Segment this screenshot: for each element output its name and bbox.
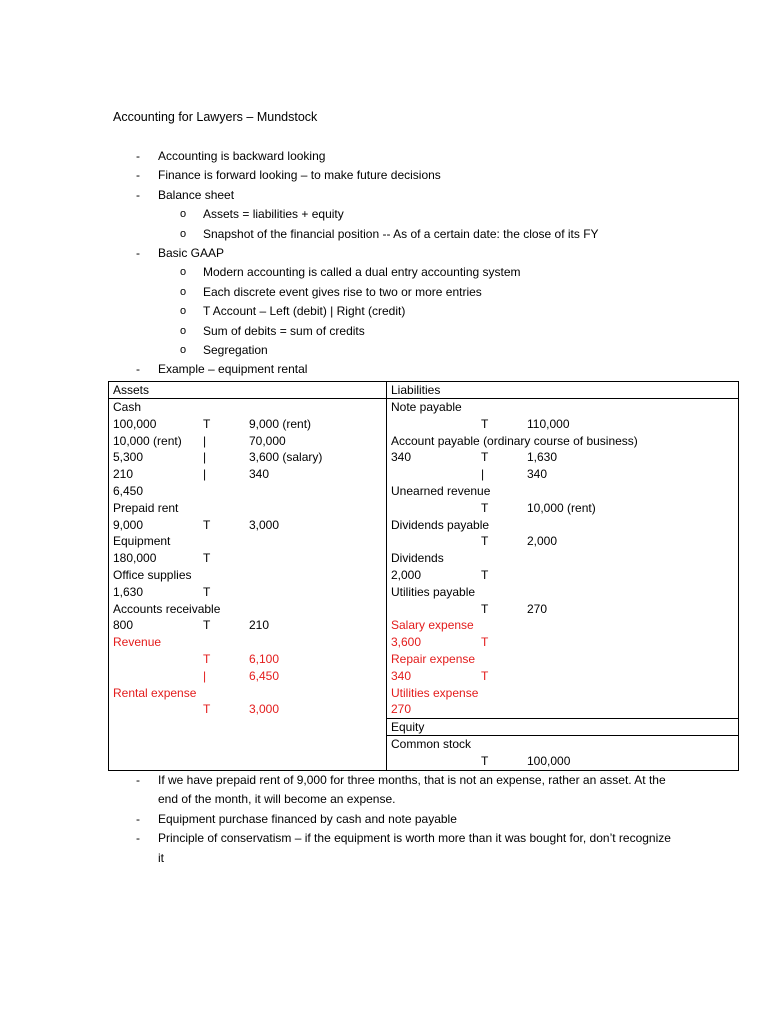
ledger-row: [391, 399, 734, 416]
equity-header: Equity: [387, 719, 739, 736]
ledger-row: [391, 533, 734, 550]
t-marker: T: [481, 601, 489, 616]
outline-subtext: Segregation: [203, 342, 268, 357]
outline-item: [113, 186, 673, 205]
outline-item: [113, 147, 673, 166]
entry-left: 100,000: [113, 416, 157, 431]
entry-left: 10,000 (rent): [113, 433, 182, 448]
entry-left: 340: [391, 668, 412, 683]
entry-right: 70,000: [249, 433, 286, 448]
ledger-row: [391, 651, 734, 668]
outline-subitem: [113, 322, 673, 341]
dash-bullet: -: [136, 773, 140, 787]
outline-subtext: Sum of debits = sum of credits: [203, 323, 365, 338]
outline-text: Finance is forward looking – to make future decisions: [158, 168, 441, 183]
ledger-row: [391, 584, 734, 601]
outline-subtext: Each discrete event gives rise to two or more entries: [203, 284, 482, 299]
outline-item: [113, 244, 673, 263]
entry-left: Revenue: [113, 635, 162, 650]
entry-left: Unearned revenue: [391, 483, 491, 498]
note-text: Equipment purchase financed by cash and note payable: [158, 811, 457, 826]
dash-bullet: -: [136, 811, 140, 826]
outline-text: Balance sheet: [158, 187, 235, 202]
notes-list: [113, 771, 673, 868]
entry-left: 180,000: [113, 551, 157, 566]
entry-left: Repair expense: [391, 651, 476, 666]
ledger-row: [391, 449, 734, 466]
ledger-row: [113, 651, 382, 668]
ledger-row: [391, 685, 734, 702]
ledger-row: [391, 567, 734, 584]
dash-bullet: -: [136, 245, 140, 260]
entry-left: Utilities payable: [391, 584, 476, 599]
t-marker: T: [203, 651, 211, 666]
entry-left: Note payable: [391, 400, 462, 414]
circle-bullet: o: [180, 343, 187, 356]
dash-bullet: -: [136, 831, 140, 846]
entry-left: 340: [391, 450, 412, 465]
ledger-row: [113, 634, 382, 651]
ledger-header-row: [109, 382, 739, 399]
ledger-row: [113, 584, 382, 601]
t-marker: T: [203, 517, 211, 532]
note-item: [113, 771, 673, 810]
circle-bullet: o: [180, 285, 187, 298]
entry-left: Office supplies: [113, 567, 192, 582]
entry-right: 3,000: [249, 517, 280, 532]
ledger-row: [113, 668, 382, 685]
entry-left: Salary expense: [391, 618, 474, 633]
outline-list: [113, 147, 673, 380]
ledger-body-row: [109, 399, 739, 719]
note-text: Principle of conservatism – if the equipment is worth more than it was bought for, don’t recognize it: [158, 831, 671, 865]
equity-column: [391, 736, 734, 770]
entry-right: 2,000: [527, 534, 558, 549]
circle-bullet: o: [180, 324, 187, 337]
outline-subitem: [113, 302, 673, 321]
entry-left: 800: [113, 618, 134, 633]
ledger-row: [391, 753, 734, 770]
entry-right: 9,000 (rent): [249, 416, 312, 431]
outline-subitem: [113, 205, 673, 224]
outline-subitem: [113, 263, 673, 282]
entry-left: 2,000: [391, 567, 422, 582]
t-marker: T: [481, 450, 489, 465]
t-marker: T: [481, 500, 489, 515]
ledger-row: [391, 550, 734, 567]
t-marker: T: [203, 702, 211, 717]
liabilities-cell: [387, 399, 739, 719]
t-marker: T: [481, 534, 489, 549]
ledger-row: [113, 399, 382, 416]
ledger-row: [391, 433, 734, 450]
ledger-row: [391, 668, 734, 685]
t-marker: T: [203, 618, 211, 633]
circle-bullet: o: [180, 266, 187, 279]
ledger-row: [113, 517, 382, 534]
ledger-row: [113, 550, 382, 567]
assets-header: Assets: [109, 382, 387, 399]
entry-left: Accounts receivable: [113, 601, 221, 616]
entry-right: 6,450: [249, 668, 280, 683]
entry-left: Dividends payable: [391, 517, 490, 532]
ledger-row: [113, 449, 382, 466]
outline-item: [113, 166, 673, 185]
outline-text: Accounting is backward looking: [158, 149, 326, 163]
ledger-row: [113, 685, 382, 702]
ledger-row: [113, 466, 382, 483]
entry-right: 340: [527, 467, 548, 482]
entry-right: 110,000: [527, 416, 570, 431]
note-item: [113, 810, 673, 829]
ledger-row: [113, 500, 382, 517]
entry-left: 210: [113, 467, 134, 482]
circle-bullet: o: [180, 227, 187, 240]
entry-right: 340: [249, 467, 270, 482]
entry-right: 1,630: [527, 450, 558, 465]
entry-left: Common stock: [391, 737, 472, 752]
outline-text: Example – equipment rental: [158, 362, 308, 377]
document-title: Accounting for Lawyers – Mundstock: [113, 110, 318, 124]
ledger-row: [113, 433, 382, 450]
entry-left: 270: [391, 702, 412, 717]
ledger-row: [113, 533, 382, 550]
ledger-row: [391, 517, 734, 534]
entry-right: 100,000: [527, 753, 571, 768]
entry-left: Cash: [113, 400, 142, 414]
entry-right: 3,000: [249, 702, 280, 717]
entry-left: 3,600: [391, 635, 422, 650]
entry-left: Utilities expense: [391, 685, 479, 700]
entry-right: 210: [249, 618, 270, 633]
t-marker: T: [481, 416, 489, 431]
outline-subitem: [113, 225, 673, 244]
circle-bullet: o: [180, 208, 187, 221]
entry-left: 6,450: [113, 483, 144, 498]
t-marker: T: [203, 551, 211, 566]
outline-subtext: Assets = liabilities + equity: [203, 207, 344, 222]
dash-bullet: -: [136, 187, 140, 202]
dash-bullet: -: [136, 168, 140, 183]
ledger-row: [391, 416, 734, 433]
ledger-row: [391, 500, 734, 517]
circle-bullet: o: [180, 305, 187, 318]
ledger-row: [391, 617, 734, 634]
ledger-row: [113, 416, 382, 433]
outline-subitem: [113, 283, 673, 302]
t-marker: T: [481, 635, 489, 650]
assets-column: [113, 399, 382, 718]
outline-subtext: Modern accounting is called a dual entry accounting system: [203, 265, 521, 280]
t-marker: |: [481, 467, 485, 482]
entry-left: Dividends: [391, 551, 444, 566]
ledger-row: [113, 483, 382, 500]
t-marker: T: [203, 416, 211, 431]
t-marker: |: [203, 450, 207, 465]
entry-right: 3,600 (salary): [249, 450, 323, 465]
entry-left: Account payable (ordinary course of business): [391, 433, 638, 448]
entry-left: 9,000: [113, 517, 144, 532]
equity-cell: [387, 736, 739, 771]
liabilities-column: [391, 399, 734, 718]
ledger-row: [113, 701, 382, 718]
t-marker: |: [203, 433, 207, 448]
liabilities-header: Liabilities: [387, 382, 739, 399]
ledger-row: [113, 567, 382, 584]
ledger-row: [113, 601, 382, 618]
ledger-table: [108, 381, 739, 771]
entry-right: 270: [527, 601, 548, 616]
ledger-row: [391, 601, 734, 618]
ledger-row: [391, 634, 734, 651]
entry-right: 10,000 (rent): [527, 500, 596, 515]
ledger-row: [391, 701, 734, 718]
t-marker: |: [203, 668, 207, 683]
entry-left: 1,630: [113, 584, 144, 599]
note-item: [113, 829, 673, 868]
dash-bullet: -: [136, 149, 140, 163]
ledger-row: [391, 483, 734, 500]
t-marker: |: [203, 467, 207, 482]
ledger-row: [113, 617, 382, 634]
outline-item: [113, 360, 673, 379]
ledger-row: [391, 466, 734, 483]
entry-left: Prepaid rent: [113, 500, 179, 515]
entry-left: Rental expense: [113, 685, 197, 700]
t-marker: T: [203, 584, 211, 599]
note-text: If we have prepaid rent of 9,000 for three months, that is not an expense, rather an asset. At the end of the month, it will become an expense.: [158, 773, 666, 807]
dash-bullet: -: [136, 362, 140, 377]
t-marker: T: [481, 668, 489, 683]
assets-cell: [109, 399, 387, 771]
outline-subitem: [113, 341, 673, 360]
outline-subtext: Snapshot of the financial position -- As of a certain date: the close of its FY: [203, 226, 599, 241]
t-marker: T: [481, 753, 489, 768]
t-marker: T: [481, 567, 489, 582]
ledger-row: [391, 736, 734, 753]
entry-right: 6,100: [249, 651, 280, 666]
outline-text: Basic GAAP: [158, 245, 225, 260]
outline-subtext: T Account – Left (debit) | Right (credit): [203, 304, 406, 319]
entry-left: 5,300: [113, 450, 144, 465]
entry-left: Equipment: [113, 534, 171, 549]
